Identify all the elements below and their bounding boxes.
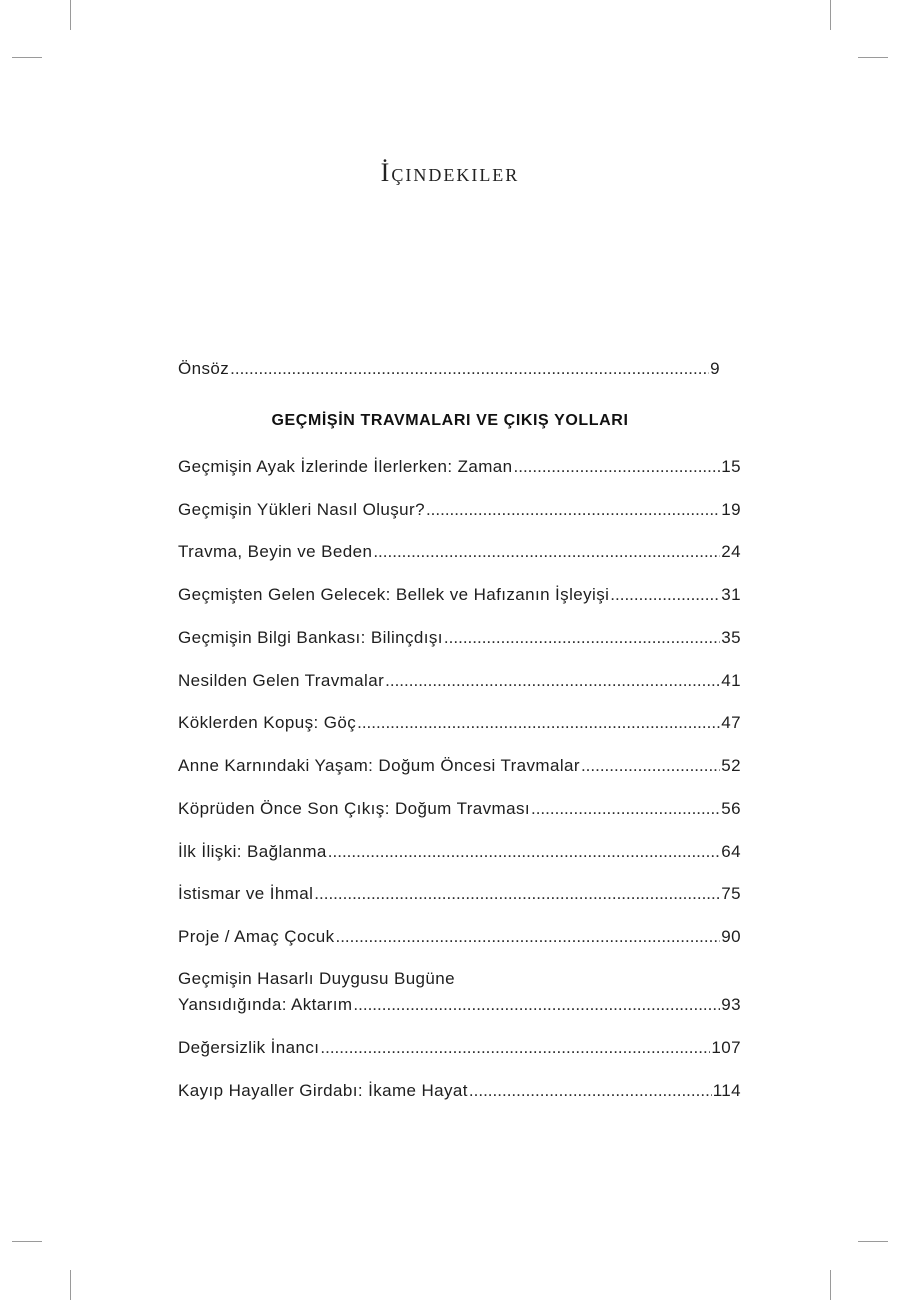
crop-mark-bottom-right [830,1270,831,1300]
toc-entry-title: Proje / Amaç Çocuk [178,927,335,946]
toc-entry[interactable] [178,540,741,564]
dot-leader [335,925,720,949]
crop-mark-right-bottom [858,1241,888,1242]
toc-entry-page: 19 [721,500,741,519]
toc-entry[interactable] [178,925,741,949]
toc-entry-page: 52 [721,756,741,775]
dot-leader [230,357,709,381]
toc-entry[interactable] [178,993,741,1017]
crop-mark-top-left [70,0,71,30]
toc-entry-title: Geçmişten Gelen Gelecek: Bellek ve Hafızanın İşleyişi [178,585,610,604]
dot-leader [373,540,720,564]
toc-entry[interactable] [178,797,741,821]
toc-entry-page: 15 [721,457,741,476]
toc-entry-title: Nesilden Gelen Travmalar [178,671,385,690]
toc-entry[interactable] [178,711,741,735]
toc-entry[interactable] [178,455,741,479]
dot-leader [385,669,720,693]
toc-entry-title: Anne Karnındaki Yaşam: Doğum Öncesi Travmalar [178,756,580,775]
toc-entry-page: 107 [711,1038,741,1057]
toc-entry-page: 31 [721,585,741,604]
toc-entry-title: Travma, Beyin ve Beden [178,542,373,561]
toc-entry-title: Yansıdığında: Aktarım [178,995,353,1014]
crop-mark-bottom-left [70,1270,71,1300]
toc-entry-page: 93 [721,995,741,1014]
toc-entry-title: Önsöz [178,359,230,378]
toc-entry-page: 90 [721,927,741,946]
dot-leader [444,626,720,650]
dot-leader [426,498,720,522]
dot-leader [320,1036,710,1060]
toc-entry-title: Geçmişin Ayak İzlerinde İlerlerken: Zaman [178,457,513,476]
section-heading: GEÇMİŞİN TRAVMALARI VE ÇIKIŞ YOLLARI [271,412,629,429]
toc-entry-title: İstismar ve İhmal [178,884,314,903]
toc-entry[interactable] [178,1036,741,1060]
toc-entry-page: 47 [721,713,741,732]
toc-entry-title: Köklerden Kopuş: Göç [178,713,357,732]
dot-leader [581,754,720,778]
dot-leader [531,797,720,821]
toc-entry-page: 24 [721,542,741,561]
toc-entry[interactable] [178,840,741,864]
crop-mark-left-top [12,57,42,58]
toc-entry-preface[interactable] [178,357,720,381]
toc-entry[interactable] [178,583,741,607]
dot-leader [314,882,720,906]
toc-entry-title: Değersizlik İnancı [178,1038,320,1057]
dot-leader [328,840,721,864]
toc-entry-page: 75 [721,884,741,903]
dot-leader [514,455,721,479]
toc-entry[interactable] [178,754,741,778]
toc-entry-page: 41 [721,671,741,690]
crop-mark-right-top [858,57,888,58]
toc-entry-page: 64 [721,842,741,861]
page-title: İçindekiler [380,158,520,187]
toc-entry-page: 35 [721,628,741,647]
toc-entry[interactable] [178,498,741,522]
toc-entry[interactable] [178,669,741,693]
toc-entry-title: Kayıp Hayaller Girdabı: İkame Hayat [178,1081,468,1100]
dot-leader [353,993,720,1017]
toc-entry-title: Geçmişin Yükleri Nasıl Oluşur? [178,500,425,519]
toc-entry-title: İlk İlişki: Bağlanma [178,842,327,861]
toc-entry[interactable] [178,1079,741,1103]
dot-leader [469,1079,712,1103]
toc-entry-page: 9 [710,359,720,378]
toc-entry-title: Köprüden Önce Son Çıkış: Doğum Travması [178,799,530,818]
dot-leader [357,711,720,735]
toc-entry-page: 56 [721,799,741,818]
toc-entry-page: 114 [712,1081,741,1100]
toc-entry-title-line1: Geçmişin Hasarlı Duygusu Bugüne [178,969,455,988]
dot-leader [610,583,720,607]
crop-mark-left-bottom [12,1241,42,1242]
toc-entry-title: Geçmişin Bilgi Bankası: Bilinçdışı [178,628,443,647]
toc-entry[interactable] [178,626,741,650]
toc-entry[interactable] [178,882,741,906]
crop-mark-top-right [830,0,831,30]
